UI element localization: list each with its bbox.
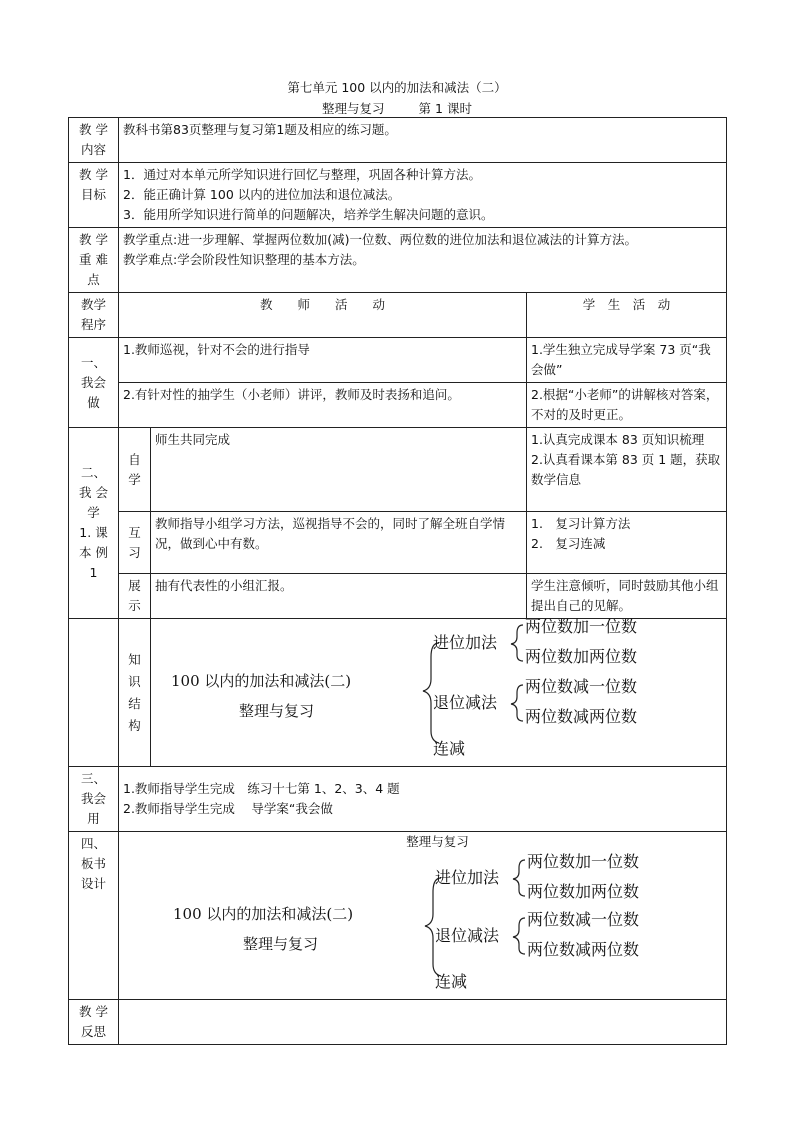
section4-label: 四、 板书 设计 (69, 832, 119, 1000)
board-title: 整理与复习 (406, 834, 469, 849)
peer-study-teacher: 教师指导小组学习方法，巡视指导不会的，同时了解全班自学情况，做到心中有数。 (151, 512, 527, 574)
practice-item: 2.教师指导学生完成 导学案“我会做 (123, 801, 333, 816)
board-branch-chain: 连减 (435, 972, 468, 991)
board-main-title: 100 以内的加法和减法(二) (173, 905, 354, 923)
section2-label: 二、 我 会 学 1. 课 本 例 1 (69, 428, 119, 619)
knowledge-structure-diagram (151, 619, 727, 767)
lesson-plan-table (68, 117, 727, 1045)
board-sub-item: 两位数减一位数 (527, 910, 640, 929)
section1-teacher-2: 2.有针对性的抽学生（小老师）讲评，教师及时表扬和追问。 (119, 383, 527, 428)
show-teacher: 抽有代表性的小组汇报。 (151, 574, 527, 619)
section1-label: 一、 我会 做 (69, 338, 119, 428)
section1-student-1: 1.学生独立完成导学案 73 页“我会做” (527, 338, 727, 383)
knowledge-empty-cell (69, 619, 119, 767)
board-main-sub: 整理与复习 (243, 935, 319, 953)
key-difficulty: 教学难点:学会阶段性知识整理的基本方法。 (123, 252, 365, 267)
goal-item: 1．通过对本单元所学知识进行回忆与整理，巩固各种计算方法。 (123, 167, 481, 182)
section1-teacher-1: 1.教师巡视，针对不会的进行指导 (119, 338, 527, 383)
subtitle-topic: 整理与复习 (322, 101, 385, 116)
board-sub-item: 两位数减两位数 (527, 940, 640, 959)
subtitle-period: 第 1 课时 (418, 101, 472, 116)
board-branch-sub: 退位减法 (435, 926, 500, 945)
lesson-subtitle (0, 99, 794, 117)
sub-item: 两位数减两位数 (525, 707, 638, 726)
branch-sub: 退位减法 (433, 693, 498, 712)
peer-study-label: 互 习 (119, 512, 151, 574)
sub-item: 两位数减一位数 (525, 677, 638, 696)
section3-content (119, 767, 727, 832)
goals-list (119, 163, 727, 228)
diagram-main-title: 100 以内的加法和减法(二) (171, 672, 352, 690)
board-branch-add: 进位加法 (435, 868, 500, 887)
self-study-student: 1.认真完成课本 83 页知识梳理 2.认真看课本第 83 页 1 题，获取数学信息 (527, 428, 727, 512)
reflection-content[interactable] (119, 1000, 727, 1045)
self-study-label: 自 学 (119, 428, 151, 512)
goals-label: 教 学 目标 (69, 163, 119, 228)
branch-add: 进位加法 (433, 633, 498, 652)
teacher-activity-header: 教 师 活 动 (119, 293, 527, 338)
section3-label: 三、 我会 用 (69, 767, 119, 832)
add-item: 两位数加两位数 (525, 647, 638, 666)
section1-student-2: 2.根据“小老师”的讲解核对答案，不对的及时更正。 (527, 383, 727, 428)
show-label: 展 示 (119, 574, 151, 619)
peer-study-student: 1. 复习计算方法 2. 复习连减 (527, 512, 727, 574)
lesson-title: 第七单元 100 以内的加法和减法（二） (287, 80, 507, 95)
board-add-item: 两位数加一位数 (527, 852, 640, 871)
goal-item: 3．能用所学知识进行简单的问题解决，培养学生解决问题的意识。 (123, 207, 494, 222)
content-label: 教 学 内容 (69, 118, 119, 163)
knowledge-structure-label: 知 识 结 构 (119, 619, 151, 767)
key-label: 教 学 重 难 点 (69, 228, 119, 293)
board-add-item: 两位数加两位数 (527, 882, 640, 901)
self-study-teacher: 师生共同完成 (151, 428, 527, 512)
goal-item: 2．能正确计算 100 以内的进位加法和退位减法。 (123, 187, 401, 202)
practice-item: 1.教师指导学生完成 练习十七第 1、2、3、4 题 (123, 781, 400, 796)
show-student: 学生注意倾听，同时鼓励其他小组提出自己的见解。 (527, 574, 727, 619)
diagram-main-sub: 整理与复习 (239, 702, 315, 720)
content-text: 教科书第83页整理与复习第1题及相应的练习题。 (119, 118, 727, 163)
key-points (119, 228, 727, 293)
reflection-label: 教 学 反思 (69, 1000, 119, 1045)
student-activity-header: 学 生 活 动 (527, 293, 727, 338)
board-design (119, 832, 727, 1000)
key-focus: 教学重点:进一步理解、掌握两位数加(减)一位数、两位数的进位加法和退位减法的计算方法。 (123, 232, 637, 247)
add-item: 两位数加一位数 (525, 617, 638, 636)
procedure-label: 教学 程序 (69, 293, 119, 338)
branch-chain: 连减 (433, 739, 466, 758)
